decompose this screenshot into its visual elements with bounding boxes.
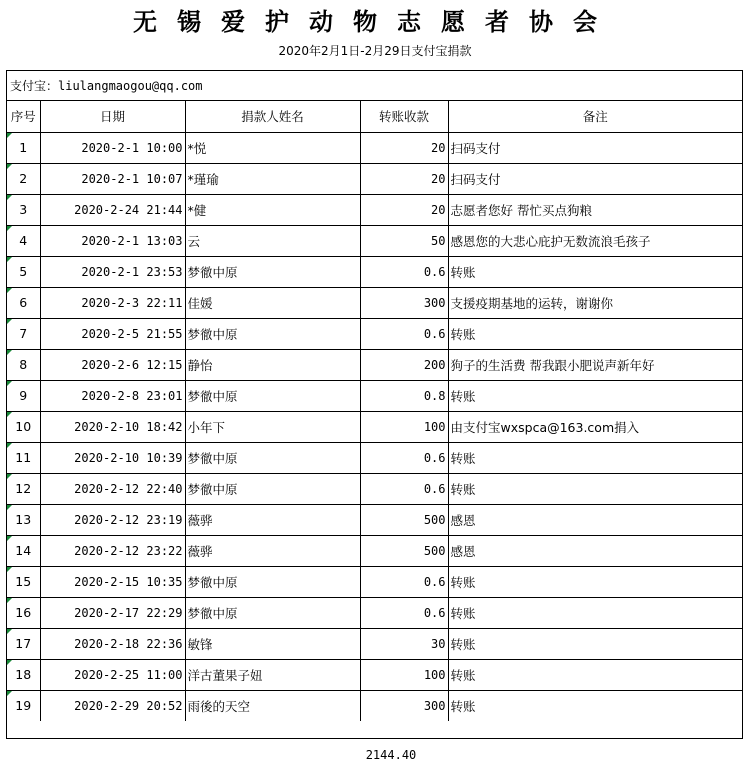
donation-total: 2144.40	[365, 748, 417, 762]
row-amount: 20	[360, 163, 448, 194]
row-donor: *瑾瑜	[185, 163, 360, 194]
row-seq: 1	[7, 132, 40, 163]
row-note: 由支付宝wxspca@163.com捐入	[448, 411, 742, 442]
row-donor: 敏锋	[185, 628, 360, 659]
table-row	[7, 504, 742, 535]
row-amount: 300	[360, 287, 448, 318]
row-seq: 3	[7, 194, 40, 225]
row-seq: 7	[7, 318, 40, 349]
row-amount: 500	[360, 504, 448, 535]
table-row	[7, 535, 742, 566]
row-date: 2020-2-18 22:36	[40, 628, 185, 659]
row-seq: 14	[7, 535, 40, 566]
row-note: 转账	[448, 597, 742, 628]
row-date: 2020-2-1 10:00	[40, 132, 185, 163]
row-donor: *健	[185, 194, 360, 225]
row-date: 2020-2-15 10:35	[40, 566, 185, 597]
row-seq: 8	[7, 349, 40, 380]
table-row	[7, 411, 742, 442]
document-subtitle: 2020年2月1日-2月29日支付宝捐款	[278, 44, 472, 58]
row-donor: 梦徹中原	[185, 597, 360, 628]
row-seq: 2	[7, 163, 40, 194]
donation-sheet	[6, 70, 743, 739]
row-date: 2020-2-10 18:42	[40, 411, 185, 442]
table-row	[7, 225, 742, 256]
row-amount: 200	[360, 349, 448, 380]
row-seq: 10	[7, 411, 40, 442]
row-note: 扫码支付	[448, 132, 742, 163]
row-amount: 100	[360, 411, 448, 442]
row-amount: 0.6	[360, 442, 448, 473]
row-date: 2020-2-12 22:40	[40, 473, 185, 504]
row-date: 2020-2-29 20:52	[40, 690, 185, 721]
row-date: 2020-2-6 12:15	[40, 349, 185, 380]
row-date: 2020-2-1 13:03	[40, 225, 185, 256]
table-row	[7, 380, 742, 411]
header-note: 备注	[448, 101, 742, 132]
table-row	[7, 442, 742, 473]
table-row	[7, 628, 742, 659]
table-header-row	[7, 101, 742, 132]
row-note: 转账	[448, 566, 742, 597]
row-note: 转账	[448, 256, 742, 287]
row-donor: 梦徹中原	[185, 318, 360, 349]
row-donor: 薇骅	[185, 535, 360, 566]
row-date: 2020-2-1 23:53	[40, 256, 185, 287]
row-date: 2020-2-17 22:29	[40, 597, 185, 628]
row-note: 转账	[448, 473, 742, 504]
row-donor: 梦徹中原	[185, 256, 360, 287]
row-amount: 20	[360, 194, 448, 225]
row-donor: *悦	[185, 132, 360, 163]
row-amount: 300	[360, 690, 448, 721]
table-row	[7, 132, 742, 163]
header-amount: 转账收款	[360, 101, 448, 132]
row-donor: 梦徹中原	[185, 566, 360, 597]
document-title: 无锡爱护动物志愿者协会	[133, 7, 617, 36]
row-date: 2020-2-12 23:19	[40, 504, 185, 535]
row-donor: 静怡	[185, 349, 360, 380]
donation-table	[7, 101, 742, 721]
table-row	[7, 566, 742, 597]
row-donor: 云	[185, 225, 360, 256]
row-amount: 0.6	[360, 597, 448, 628]
row-note: 转账	[448, 380, 742, 411]
row-amount: 0.6	[360, 256, 448, 287]
row-seq: 4	[7, 225, 40, 256]
row-donor: 梦徹中原	[185, 473, 360, 504]
row-donor: 梦徹中原	[185, 380, 360, 411]
row-amount: 100	[360, 659, 448, 690]
row-note: 感恩	[448, 504, 742, 535]
header-seq: 序号	[7, 101, 40, 132]
row-amount: 0.8	[360, 380, 448, 411]
row-date: 2020-2-8 23:01	[40, 380, 185, 411]
table-row	[7, 194, 742, 225]
row-seq: 16	[7, 597, 40, 628]
row-amount: 30	[360, 628, 448, 659]
table-row	[7, 597, 742, 628]
row-seq: 5	[7, 256, 40, 287]
row-amount: 0.6	[360, 473, 448, 504]
row-note: 转账	[448, 659, 742, 690]
row-note: 转账	[448, 318, 742, 349]
row-date: 2020-2-1 10:07	[40, 163, 185, 194]
row-seq: 15	[7, 566, 40, 597]
row-donor: 梦徹中原	[185, 442, 360, 473]
row-donor: 佳媛	[185, 287, 360, 318]
row-donor: 洋古董果子妞	[185, 659, 360, 690]
row-amount: 0.6	[360, 566, 448, 597]
table-row	[7, 473, 742, 504]
row-amount: 50	[360, 225, 448, 256]
table-row	[7, 163, 742, 194]
row-amount: 0.6	[360, 318, 448, 349]
row-note: 感恩	[448, 535, 742, 566]
row-amount: 500	[360, 535, 448, 566]
table-row	[7, 318, 742, 349]
row-seq: 18	[7, 659, 40, 690]
row-date: 2020-2-25 11:00	[40, 659, 185, 690]
row-donor: 小年下	[185, 411, 360, 442]
row-note: 支援疫期基地的运转，谢谢你	[448, 287, 742, 318]
row-seq: 9	[7, 380, 40, 411]
row-seq: 19	[7, 690, 40, 721]
row-note: 扫码支付	[448, 163, 742, 194]
row-seq: 13	[7, 504, 40, 535]
row-seq: 6	[7, 287, 40, 318]
row-date: 2020-2-3 22:11	[40, 287, 185, 318]
row-note: 感恩您的大悲心庇护无数流浪毛孩子	[448, 225, 742, 256]
row-note: 转账	[448, 442, 742, 473]
row-note: 转账	[448, 690, 742, 721]
row-donor: 薇骅	[185, 504, 360, 535]
header-date: 日期	[40, 101, 185, 132]
row-date: 2020-2-24 21:44	[40, 194, 185, 225]
table-row	[7, 256, 742, 287]
row-date: 2020-2-5 21:55	[40, 318, 185, 349]
alipay-account-line: 支付宝：liulangmaogou@qq.com	[7, 71, 742, 101]
table-row	[7, 690, 742, 721]
row-note: 志愿者您好 帮忙买点狗粮	[448, 194, 742, 225]
row-seq: 12	[7, 473, 40, 504]
row-seq: 17	[7, 628, 40, 659]
table-row	[7, 287, 742, 318]
row-date: 2020-2-12 23:22	[40, 535, 185, 566]
row-note: 转账	[448, 628, 742, 659]
table-row	[7, 659, 742, 690]
row-amount: 20	[360, 132, 448, 163]
row-date: 2020-2-10 10:39	[40, 442, 185, 473]
row-note: 狗子的生活费 帮我跟小肥说声新年好	[448, 349, 742, 380]
row-donor: 雨後的天空	[185, 690, 360, 721]
table-row	[7, 349, 742, 380]
row-seq: 11	[7, 442, 40, 473]
header-donor: 捐款人姓名	[185, 101, 360, 132]
